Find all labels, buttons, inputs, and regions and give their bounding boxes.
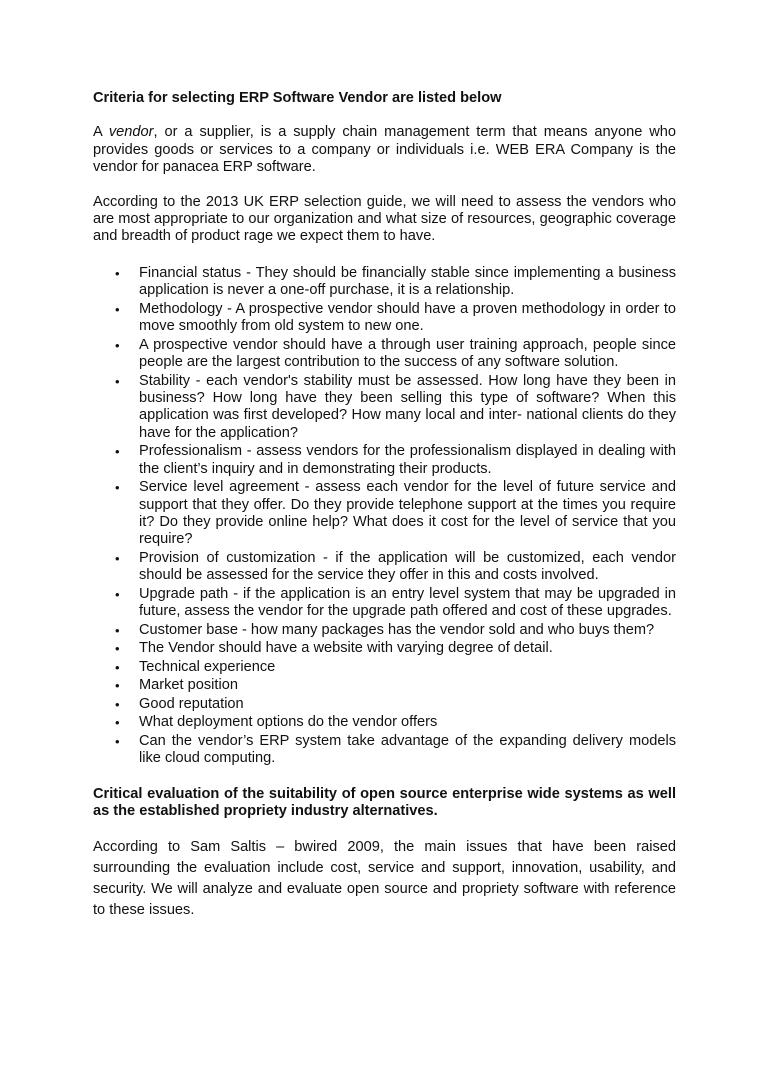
bullet-icon: •	[115, 265, 120, 281]
bullet-icon: •	[115, 733, 120, 749]
criteria-list	[93, 265, 676, 768]
intro-prefix: A	[93, 124, 109, 141]
bullet-icon: •	[115, 696, 120, 712]
list-item: • Technical experience	[115, 658, 276, 675]
bullet-icon: •	[115, 550, 120, 566]
document-page	[93, 90, 676, 921]
list-item: • What deployment options do the vendor offers	[115, 714, 438, 731]
list-item: • A prospective vendor should have a through user training approach, people since people are the largest contribution to the success of any software solution.	[115, 336, 676, 371]
list-item: • The Vendor should have a website with varying degree of detail.	[115, 640, 553, 657]
bullet-icon: •	[115, 586, 120, 602]
section-heading-critical-evaluation: Critical evaluation of the suitability of open source enterprise wide systems as well as the established propriety industry alternatives.	[93, 785, 676, 820]
list-item: • Methodology - A prospective vendor should have a proven methodology in order to move smoothly from old system to new one.	[115, 300, 676, 335]
bullet-icon: •	[115, 622, 120, 638]
vendor-term: vendor	[108, 124, 154, 141]
bullet-icon: •	[115, 678, 120, 694]
intro-rest: , or a supplier, is a supply chain management term that means anyone who provides goods or services to a company or individuals i.e. WEB ERA Company is the vendor for panacea ERP software.	[93, 124, 677, 176]
list-item: • Market position	[115, 677, 238, 694]
list-item: • Financial status - They should be financially stable since implementing a business application is never a one-off purchase, it is a relationship.	[115, 264, 676, 299]
list-item: • Stability - each vendor's stability must be assessed. How long have they been in business? How long have they been selling this type of software? When this application was first developed? How many local and inter- national clients do they have for the application?	[115, 372, 676, 441]
selection-guide-paragraph: According to the 2013 UK ERP selection guide, we will need to assess the vendors who are most appropriate to our organization and what size of resources, geographic coverage and breadth of product rage we expect them to have.	[93, 193, 676, 245]
bullet-icon: •	[115, 641, 120, 657]
list-item: • Professionalism - assess vendors for the professionalism displayed in dealing with the client’s inquiry and in demonstrating their products.	[115, 443, 676, 477]
list-item: • Can the vendor’s ERP system take advantage of the expanding delivery models like cloud computing.	[115, 732, 676, 767]
bullet-icon: •	[115, 480, 120, 496]
list-item: • Service level agreement - assess each vendor for the level of future service and support that they offer. Do they provide telephone support at the times you require it? Do they provide online help? What does it cost for the level of service that you require?	[115, 479, 676, 548]
bullet-icon: •	[115, 337, 120, 353]
bullet-icon: •	[115, 301, 120, 317]
list-item: • Customer base - how many packages has the vendor sold and who buys them?	[115, 621, 655, 638]
list-item: • Good reputation	[115, 695, 244, 712]
list-item: • Upgrade path - if the application is an entry level system that may be upgraded in future, assess the vendor for the upgrade path offered and cost of these upgrades.	[115, 585, 676, 620]
evaluation-paragraph: According to Sam Saltis – bwired 2009, the main issues that have been raised surrounding the evaluation include cost, service and support, innovation, usability, and security. We will analyze and evaluate open source and propriety software with reference to these issues.	[93, 839, 676, 918]
section-heading-vendor-criteria: Criteria for selecting ERP Software Vendor are listed below	[93, 90, 502, 106]
intro-paragraph	[93, 124, 676, 176]
bullet-icon: •	[115, 373, 120, 389]
list-item: • Provision of customization - if the application will be customized, each vendor should be assessed for the service they offer in this and costs involved.	[115, 549, 676, 584]
bullet-icon: •	[115, 659, 120, 675]
bullet-icon: •	[115, 715, 120, 731]
bullet-icon: •	[115, 444, 120, 460]
